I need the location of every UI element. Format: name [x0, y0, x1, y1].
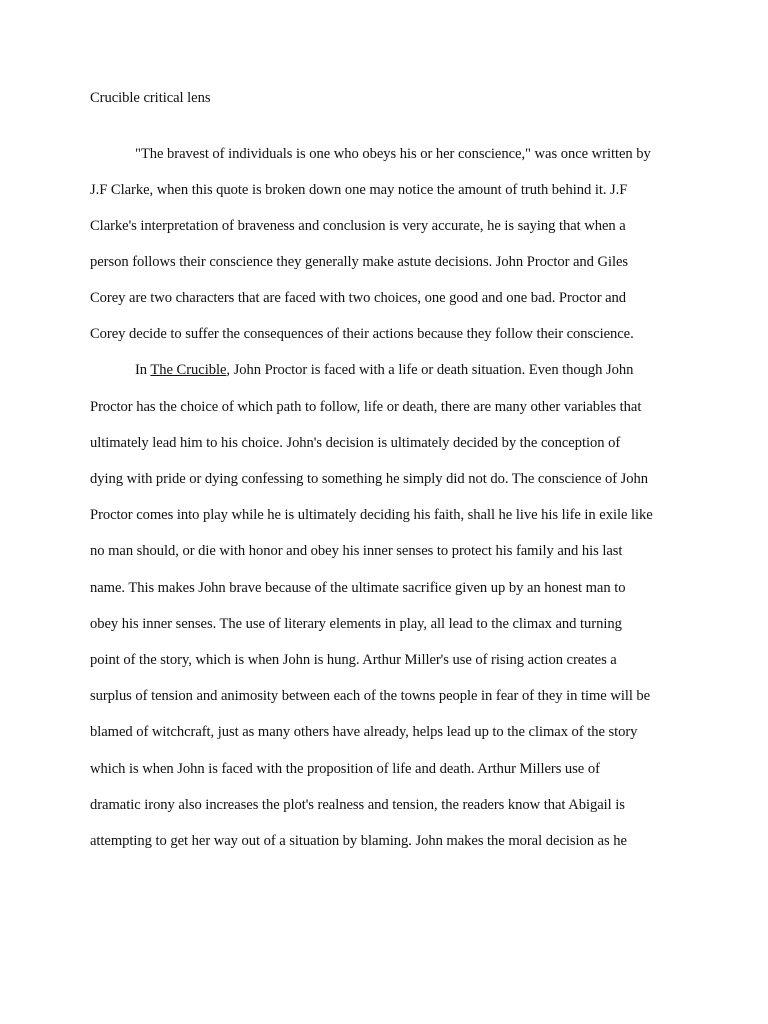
paragraph-1-line-1: "The bravest of individuals is one who obeys his or her conscience," was once written by	[135, 146, 651, 162]
paragraph-1-line-6: Corey decide to suffer the consequences of their actions because they follow their conscience.	[90, 326, 634, 342]
paragraph-1-line-4: person follows their conscience they generally make astute decisions. John Proctor and Giles	[90, 254, 629, 270]
paragraph-1-line-5: Corey are two characters that are faced with two choices, one good and one bad. Proctor and	[90, 290, 627, 306]
paragraph-2-line-3: ultimately lead him to his choice. John's decision is ultimately decided by the conception of	[90, 435, 621, 451]
paragraph-2-line-4: dying with pride or dying confessing to something he simply did not do. The conscience of John	[90, 471, 649, 487]
paragraph-2-line-8: obey his inner senses. The use of literary elements in play, all lead to the climax and turning	[90, 616, 622, 632]
document-title: Crucible critical lens	[90, 90, 211, 106]
paragraph-2-line-5: Proctor comes into play while he is ultimately deciding his faith, shall he live his life in exile like	[90, 507, 653, 523]
paragraph-2-line-1-prefix: In	[135, 362, 151, 378]
paragraph-1-line-2: J.F Clarke, when this quote is broken down one may notice the amount of truth behind it. J.F	[90, 182, 628, 198]
paragraph-2-line-1-suffix: , John Proctor is faced with a life or death situation. Even though John	[226, 362, 634, 378]
paragraph-2-line-9: point of the story, which is when John is hung. Arthur Miller's use of rising action creates a	[90, 652, 617, 668]
paragraph-2-line-1	[135, 360, 633, 380]
paragraph-2-line-6: no man should, or die with honor and obey his inner senses to protect his family and his last	[90, 543, 623, 559]
paragraph-2-line-10: surplus of tension and animosity between each of the towns people in fear of they in time will be	[90, 688, 651, 704]
book-title: The Crucible	[150, 362, 227, 378]
paragraph-1-line-3: Clarke's interpretation of braveness and conclusion is very accurate, he is saying that when a	[90, 218, 626, 234]
paragraph-2-line-2: Proctor has the choice of which path to follow, life or death, there are many other variables that	[90, 399, 642, 415]
paragraph-2-line-7: name. This makes John brave because of the ultimate sacrifice given up by an honest man to	[90, 580, 626, 596]
paragraph-2-line-14: attempting to get her way out of a situation by blaming. John makes the moral decision as he	[90, 833, 627, 849]
paragraph-2-line-13: dramatic irony also increases the plot's realness and tension, the readers know that Abigail is	[90, 797, 625, 813]
paragraph-2-line-12: which is when John is faced with the proposition of life and death. Arthur Millers use of	[90, 761, 600, 777]
paragraph-2-line-11: blamed of witchcraft, just as many others have already, helps lead up to the climax of the story	[90, 724, 638, 740]
